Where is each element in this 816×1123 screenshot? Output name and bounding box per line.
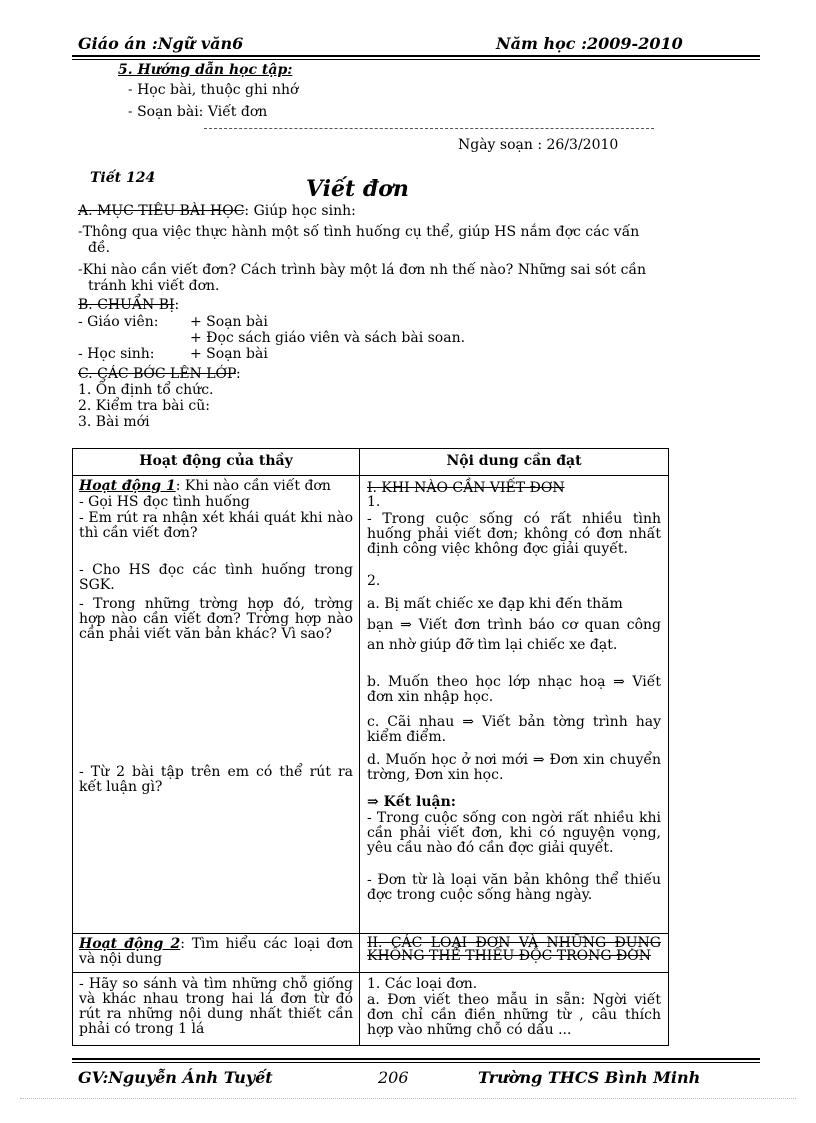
content-item: - Đơn từ là loại văn bản không thể thiếu đợc trong cuộc sống hàng ngày. — [367, 872, 661, 903]
prev-section-title: 5. Hướng dẫn học tập: — [118, 62, 293, 78]
activity-1-step: - Cho HS đọc các tình huống trong SGK. — [79, 562, 353, 593]
content-heading-1: I. KHI NÀO CẦN VIẾT ĐƠN — [367, 480, 565, 496]
col1-header: Hoạt động của thầy — [139, 453, 293, 469]
section-c-heading: C. CÁC BỚC LÊN LỚP: — [78, 366, 241, 382]
student-prep: - Học sinh: — [78, 346, 155, 362]
row-divider — [73, 972, 668, 973]
content-item: c. Cãi nhau ⇒ Viết bản tờng trình hay kiểm điểm. — [367, 714, 661, 745]
divider — [204, 128, 654, 129]
prev-item: ˗ Soạn bài: Viết đơn — [128, 104, 268, 120]
col2-header: Nội dung cần đạt — [446, 453, 582, 469]
section-a-bullet: ˗Thông qua việc thực hành một số tình huống cụ thể, giúp HS nắm đợc các vấn — [78, 224, 640, 240]
step-item: 2. Kiểm tra bài cũ: — [78, 398, 211, 414]
teacher-prep: - Giáo viên: — [78, 314, 159, 330]
header-left: Giáo án :Ngữ văn6 — [78, 34, 244, 53]
content-item: 1. — [367, 494, 381, 510]
content-item: a. Đơn viết theo mẫu in sẵn: Ngời viết đơn chỉ cần điền những từ , câu thích hợp vào những chỗ có dấu ... — [367, 992, 661, 1038]
conclusion-label: ⇒ Kết luận: — [367, 794, 456, 810]
prev-item: ˗ Học bài, thuộc ghi nhớ — [128, 82, 299, 98]
footer-school: Trường THCS Bình Minh — [478, 1068, 701, 1087]
step-item: 1. Ổn định tổ chức. — [78, 382, 214, 398]
content-item: 1. Các loại đơn. — [367, 976, 478, 992]
activity-2: Hoạt động 2: Tìm hiểu các loại đơn và nội dung — [79, 936, 353, 967]
header-right: Năm học :2009-2010 — [496, 34, 683, 53]
section-a-bullet-cont: đề. — [88, 240, 111, 256]
page-edge — [20, 1098, 796, 1099]
content-item: 2. — [367, 573, 381, 589]
row-divider — [73, 933, 668, 934]
activity-1-step: - Em rút ra nhận xét khái quát khi nào thì cần viết đơn? — [79, 510, 353, 541]
header-rule — [72, 55, 760, 60]
content-item: - Trong cuộc sống con ngời rất nhiều khi cần phải viết đơn, khi có nguyện vọng, yêu cầu nào đó cần đợc giải quyết. — [367, 810, 661, 856]
section-b-heading: B. CHUẨN BỊ: — [78, 297, 180, 313]
content-item: - Trong cuộc sống có rất nhiều tình huống phải viết đơn; không có đơn nhất định công việc không đợc giải quyết. — [367, 511, 661, 557]
teacher-prep-item: + Đọc sách giáo viên và sách bài soan. — [190, 330, 466, 346]
lesson-title: Viết đơn — [306, 176, 409, 202]
content-item: b. Muốn theo học lớp nhạc hoạ ⇒ Viết đơn xin nhập học. — [367, 674, 661, 705]
activity-1: Hoạt động 1: Khi nào cần viết đơn — [79, 478, 331, 494]
activity-1-step: - Từ 2 bài tập trên em có thể rút ra kết luận gì? — [79, 764, 353, 795]
footer-rule — [72, 1058, 760, 1063]
step-item: 3. Bài mới — [78, 414, 150, 430]
content-heading-2: II. CÁC LOẠI ĐƠN VÀ NHỮNG ĐỤNG KHÔNG THỂ THIẾU ĐỘC TRONG ĐƠN — [367, 935, 661, 964]
content-item: bạn ⇒ Viết đơn trình báo cơ quan công an nhờ giúp đỡ tìm lại chiếc xe đạt. — [367, 617, 661, 653]
section-a-bullet: ˗Khi nào cần viết đơn? Cách trình bày một lá đơn nh thế nào? Những sai sót cần — [78, 262, 647, 278]
period-label: Tiết 124 — [90, 170, 156, 186]
student-prep-item: + Soạn bài — [190, 346, 268, 362]
section-a-heading: A. MỤC TIÊU BÀI HỌC: Giúp học sinh: — [78, 203, 356, 219]
row-divider — [73, 475, 668, 476]
content-item: d. Muốn học ở nơi mới ⇒ Đơn xin chuyển trờng, Đơn xin học. — [367, 752, 661, 783]
page-number: 206 — [378, 1068, 409, 1087]
lesson-table — [72, 448, 669, 1046]
activity-1-step: - Trong những trờng hợp đó, trờng hợp nào cần viết đơn? Trờng hợp nào cần phải viết văn bản khác? Vì sao? — [79, 596, 353, 642]
activity-1-step: - Gọi HS đọc tình huống — [79, 494, 250, 510]
content-item: a. Bị mất chiếc xe đạp khi đến thăm — [367, 596, 623, 612]
teacher-prep-item: + Soạn bài — [190, 314, 268, 330]
footer-teacher: GV:Nguyễn Ánh Tuyết — [78, 1068, 273, 1087]
activity-2-step: - Hãy so sánh và tìm những chỗ giống và khác nhau trong hai lá đơn từ đó rút ra những nội dung nhất thiết cần phải có trong 1 lá — [79, 976, 353, 1037]
section-a-bullet-cont: tránh khi viết đơn. — [88, 278, 220, 294]
date-line: Ngày soạn : 26/3/2010 — [458, 137, 619, 153]
column-divider — [359, 449, 360, 1045]
